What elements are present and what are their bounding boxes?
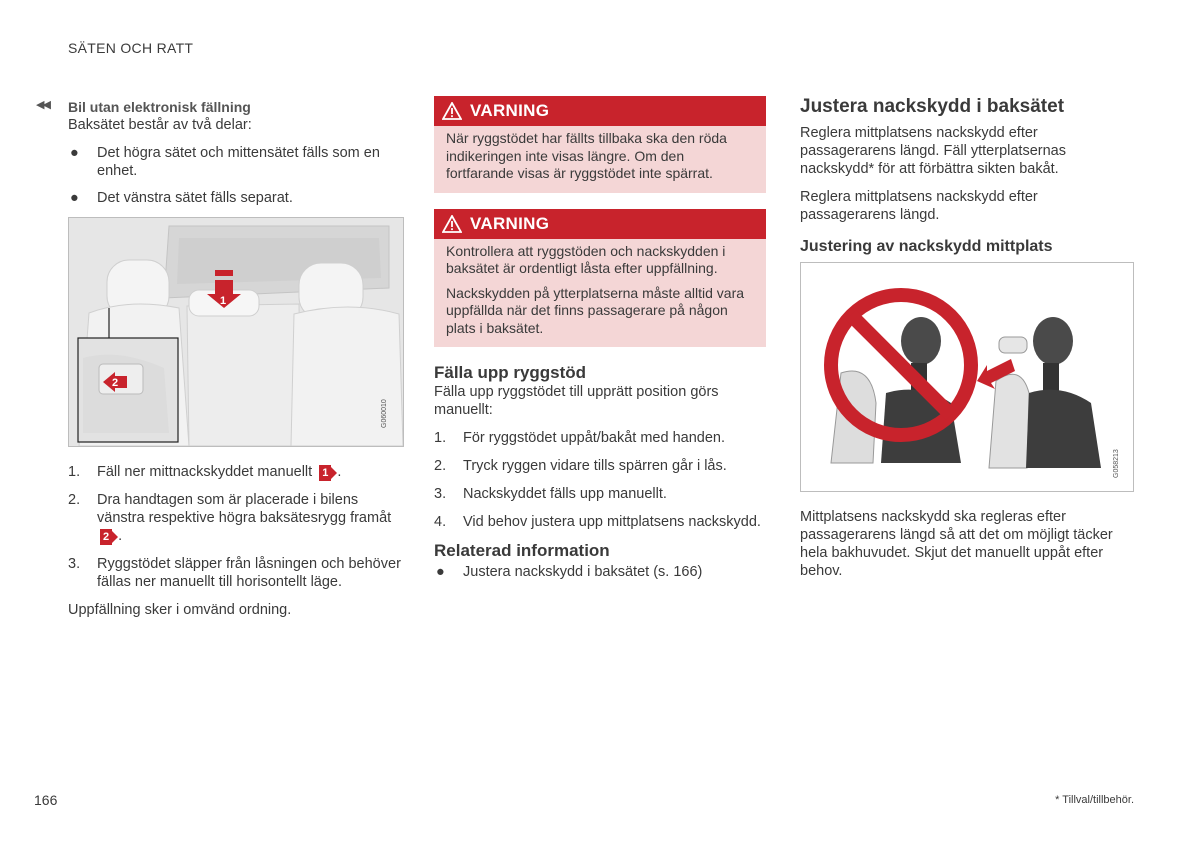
svg-text:2: 2 — [112, 377, 119, 389]
section-title: Fälla upp ryggstöd — [434, 363, 587, 382]
list-item: 3. Nackskyddet fälls upp manuellt. — [434, 486, 667, 502]
warning-box — [434, 96, 766, 193]
outro-text: Uppfällning sker i omvänd ordning. — [68, 602, 292, 618]
list-item: 1. För ryggstödet uppåt/bakåt med handen. — [434, 430, 725, 446]
related-title: Relaterad information — [434, 541, 610, 560]
figure-code: G058213 — [1113, 449, 1120, 478]
bullet-list — [68, 144, 404, 207]
column-right — [800, 96, 1134, 580]
warning-header — [434, 209, 766, 239]
step-badge: 1 — [319, 465, 331, 481]
list-item: 2. Tryck ryggen vidare tills spärren går i lås. — [434, 458, 727, 474]
paragraph: Reglera mittplatsens nackskydd efter passagerarens längd. — [800, 189, 1038, 223]
warning-box — [434, 209, 766, 348]
subheading: Bil utan elektronisk fällning — [68, 99, 251, 115]
figure-caption: Mittplatsens nackskydd ska regleras efter passagerarens längd så att det om möjligt täcker hela bakhuvudet. Skjut det manuellt uppåt efter behov. — [800, 509, 1113, 579]
warning-body: Kontrollera att ryggstöden och nackskydden i baksätet är ordentligt låsta efter uppfällning. Nackskydden på ytterplatserna måste alltid vara uppfällda när det finns passagerare på någon plats i baksätet. — [446, 242, 745, 336]
list-item: ● Det vänstra sätet fälls separat. — [70, 190, 293, 206]
paragraph: Reglera mittplatsens nackskydd efter passagerarens längd. Fäll ytterplatsernas nackskydd* för att förbättra sikten bakåt. — [800, 125, 1066, 177]
footnote: * Tillval/tillbehör. — [1055, 794, 1134, 806]
page-number: 166 — [34, 792, 58, 808]
steps-list — [434, 429, 766, 531]
column-middle — [434, 96, 766, 590]
list-item: ● Det högra sätet och mittensätet fälls som en enhet. — [70, 145, 380, 179]
figure-code: G060010 — [381, 399, 388, 428]
bullet-icon: ● — [70, 190, 79, 206]
warning-triangle-icon — [442, 215, 462, 233]
step-badge: 2 — [100, 529, 112, 545]
warning-header — [434, 96, 766, 126]
headrest-illustration — [800, 262, 1134, 492]
warning-title: VARNING — [470, 101, 550, 120]
double-chevron-left-icon[interactable]: ◀◀ — [36, 99, 49, 111]
intro-text: Baksätet består av två delar: — [68, 117, 252, 133]
column-left — [36, 96, 404, 619]
rear-seat-illustration — [68, 217, 404, 447]
warning-title: VARNING — [470, 213, 550, 233]
page-title: Justera nackskydd i baksätet — [800, 96, 1065, 117]
steps-list — [68, 463, 404, 591]
subsection-title: Justering av nackskydd mittplats — [800, 238, 1053, 255]
list-item: 4. Vid behov justera upp mittplatsens nackskydd. — [434, 514, 761, 530]
list-item: 3. Ryggstödet släpper från låsningen och behöver fällas ner manuellt till horisontellt läge. — [68, 556, 401, 590]
related-list — [434, 563, 766, 581]
list-item: 1. Fäll ner mittnackskyddet manuellt 1 . — [68, 464, 342, 480]
related-link[interactable]: ● Justera nackskydd i baksätet (s. 166) — [436, 564, 703, 580]
bullet-icon: ● — [436, 564, 445, 580]
section-intro: Fälla upp ryggstödet till upprätt position görs manuellt: — [434, 384, 719, 418]
svg-text:1: 1 — [220, 295, 227, 307]
list-item: 2. Dra handtagen som är placerade i bilens vänstra respektive högra baksätesrygg framåt 2 . — [68, 492, 392, 544]
warning-triangle-icon — [442, 102, 462, 120]
warning-body: När ryggstödet har fällts tillbaka ska den röda indikeringen inte visas längre. Om den fortfarande visas är ryggstödet inte spärrat. — [446, 130, 727, 181]
bullet-icon: ● — [70, 145, 79, 161]
section-header: SÄTEN OCH RATT — [68, 40, 194, 56]
